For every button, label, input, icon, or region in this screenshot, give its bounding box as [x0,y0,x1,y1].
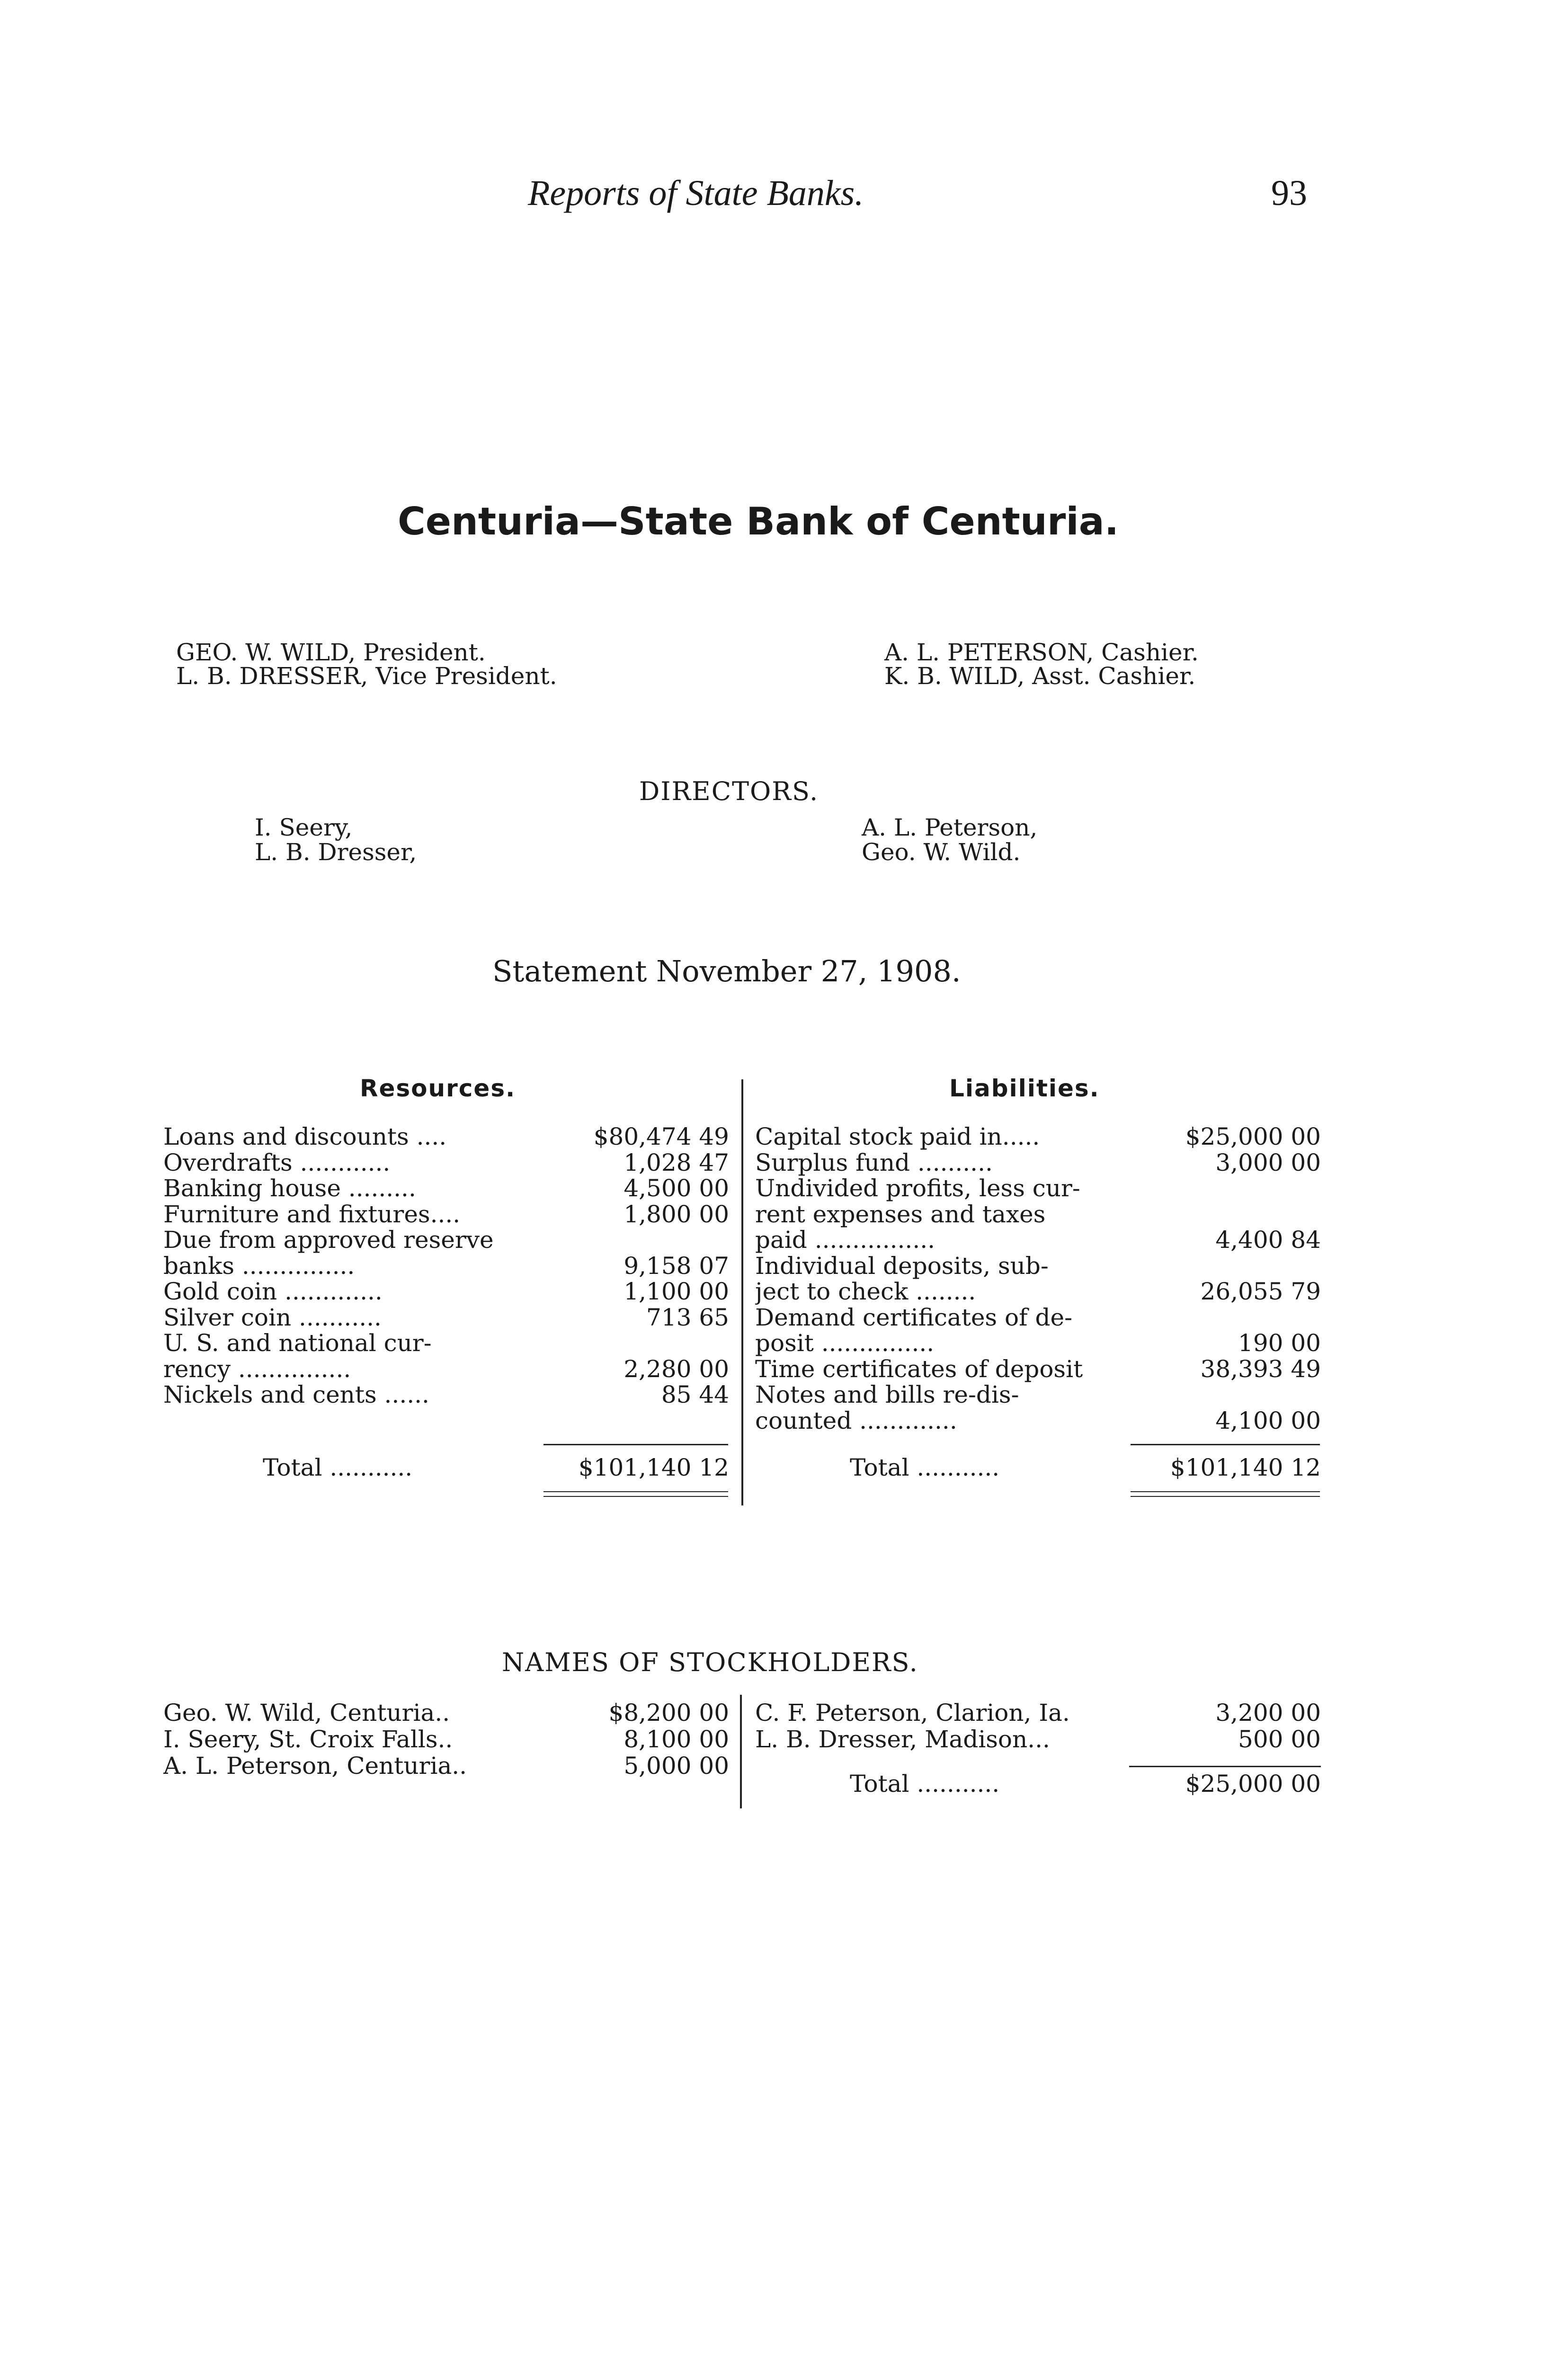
director-left-2: L. B. Dresser, [255,838,417,866]
resource-line-label: Silver coin ........... [163,1304,382,1331]
liabilities-total-label: Total ........... [850,1454,1000,1481]
liability-line [755,1253,1321,1279]
officer-left-1: GEO. W. WILD, President. [176,639,486,666]
liability-line-amount: 3,000 00 [1215,1148,1321,1176]
liability-line [755,1407,1321,1434]
stockholder-row [163,1700,729,1726]
resource-line-label: banks ............... [163,1252,355,1279]
liability-line-amount: 38,393 49 [1200,1355,1321,1383]
director-right-1: A. L. Peterson, [862,814,1038,841]
resource-line [163,1227,729,1253]
liability-line-label: Surplus fund .......... [755,1149,993,1176]
liability-line [755,1123,1321,1150]
stockholder-row [755,1700,1321,1726]
resource-line-label: Banking house ......... [163,1175,416,1201]
liability-line-label: Individual deposits, sub- [755,1252,1049,1279]
stockholder-row [163,1726,729,1753]
resources-total-amount: $101,140 12 [578,1454,729,1481]
stockholder-row-amount: 5,000 00 [624,1752,729,1780]
liabilities-total-row [850,1454,1321,1481]
liability-line [755,1330,1321,1356]
resources-double-rule-1 [543,1491,728,1492]
resource-line-label: Gold coin ............. [163,1278,383,1305]
stockholders-total-row [850,1771,1321,1797]
resources-total-label: Total ........... [263,1454,413,1481]
resource-line-label: Loans and discounts .... [163,1123,447,1150]
resources-heading: Resources. [360,1075,516,1102]
stockholder-row-label: I. Seery, St. Croix Falls.. [163,1726,453,1753]
resource-line-label: rency ............... [163,1355,351,1382]
resource-line-amount: 85 44 [661,1381,729,1408]
stockholder-row-label: C. F. Peterson, Clarion, Ia. [755,1700,1070,1726]
director-right-2: Geo. W. Wild. [862,838,1021,866]
officer-right-2: K. B. WILD, Asst. Cashier. [884,662,1196,690]
resource-line [163,1253,729,1279]
liability-line-label: Undivided profits, less cur- [755,1175,1080,1201]
liability-line-label: counted ............. [755,1407,957,1434]
director-left-1: I. Seery, [255,814,353,841]
resource-line-amount: 1,028 47 [624,1148,729,1176]
resource-line [163,1304,729,1331]
officer-left-2: L. B. DRESSER, Vice President. [176,662,557,690]
liabilities-double-rule-2 [1131,1496,1320,1497]
resources-double-rule-2 [543,1496,728,1497]
liability-line-label: rent expenses and taxes [755,1201,1046,1228]
liability-line [755,1278,1321,1305]
resource-line-label: U. S. and national cur- [163,1330,432,1356]
resource-line [163,1201,729,1228]
bank-title: Centuria—State Bank of Centuria. [398,499,1119,543]
resource-line-label: Furniture and fixtures.... [163,1201,461,1228]
officer-right-1: A. L. PETERSON, Cashier. [884,639,1199,666]
liability-line-label: posit ............... [755,1330,935,1356]
stockholder-row-label: L. B. Dresser, Madison... [755,1726,1050,1753]
resources-total-row [263,1454,729,1481]
liability-line-label: paid ................ [755,1227,935,1253]
liabilities-total-amount: $101,140 12 [1170,1454,1321,1481]
liability-line-label: ject to check ........ [755,1278,976,1305]
stockholders-total-label: Total ........... [850,1771,1000,1797]
resource-line-label: Nickels and cents ...... [163,1381,429,1408]
liability-line-amount: 4,100 00 [1215,1406,1321,1434]
liability-line-amount: 4,400 84 [1215,1226,1321,1254]
liability-line [755,1304,1321,1331]
stockholder-row-amount: 3,200 00 [1215,1699,1321,1726]
liability-line-amount: $25,000 00 [1185,1123,1321,1150]
resource-line [163,1381,729,1408]
resource-line-amount: $80,474 49 [593,1123,729,1150]
liability-line-amount: 190 00 [1238,1329,1321,1357]
stockholder-row [163,1753,729,1779]
directors-heading: DIRECTORS. [639,776,819,806]
running-title: Reports of State Banks. [528,173,864,213]
liability-line-amount: 26,055 79 [1200,1278,1321,1305]
resource-line [163,1356,729,1382]
stockholder-row-amount: 8,100 00 [624,1726,729,1753]
resource-line-amount: 1,100 00 [624,1278,729,1305]
liability-line-label: Capital stock paid in..... [755,1123,1040,1150]
stockholders-divider [740,1695,742,1808]
liability-line [755,1227,1321,1253]
resource-line [163,1278,729,1305]
liability-line-label: Time certificates of deposit [755,1355,1083,1382]
resource-line-label: Overdrafts ............ [163,1149,391,1176]
resource-line [163,1149,729,1176]
liability-line-label: Notes and bills re-dis- [755,1381,1019,1408]
stockholder-row-label: A. L. Peterson, Centuria.. [163,1753,467,1779]
liability-line [755,1175,1321,1201]
liabilities-double-rule-1 [1131,1491,1320,1492]
resource-line-label: Due from approved reserve [163,1227,494,1253]
stockholders-heading: NAMES OF STOCKHOLDERS. [502,1647,918,1677]
liability-line [755,1356,1321,1382]
column-divider [741,1079,743,1505]
liabilities-heading: Liabilities. [949,1075,1100,1102]
statement-date: Statement November 27, 1908. [492,954,961,988]
stockholder-row [755,1726,1321,1753]
liability-line [755,1201,1321,1228]
liability-line [755,1381,1321,1408]
stockholder-row-amount: 500 00 [1238,1726,1321,1753]
resource-line-amount: 9,158 07 [624,1252,729,1280]
stockholder-row-amount: $8,200 00 [608,1699,729,1726]
resource-line-amount: 1,800 00 [624,1200,729,1228]
resources-total-rule [543,1444,728,1445]
resource-line [163,1123,729,1150]
liabilities-total-rule [1131,1444,1320,1445]
page-number: 93 [1271,173,1307,213]
liability-line [755,1149,1321,1176]
resource-line [163,1330,729,1356]
liability-line-label: Demand certificates of de- [755,1304,1072,1331]
resource-line-amount: 2,280 00 [624,1355,729,1383]
stockholders-total-amount: $25,000 00 [1185,1770,1321,1797]
resource-line-amount: 713 65 [646,1303,729,1331]
resource-line [163,1175,729,1201]
resource-line-amount: 4,500 00 [624,1175,729,1202]
stockholder-row-label: Geo. W. Wild, Centuria.. [163,1700,450,1726]
stockholders-total-rule [1129,1766,1321,1767]
